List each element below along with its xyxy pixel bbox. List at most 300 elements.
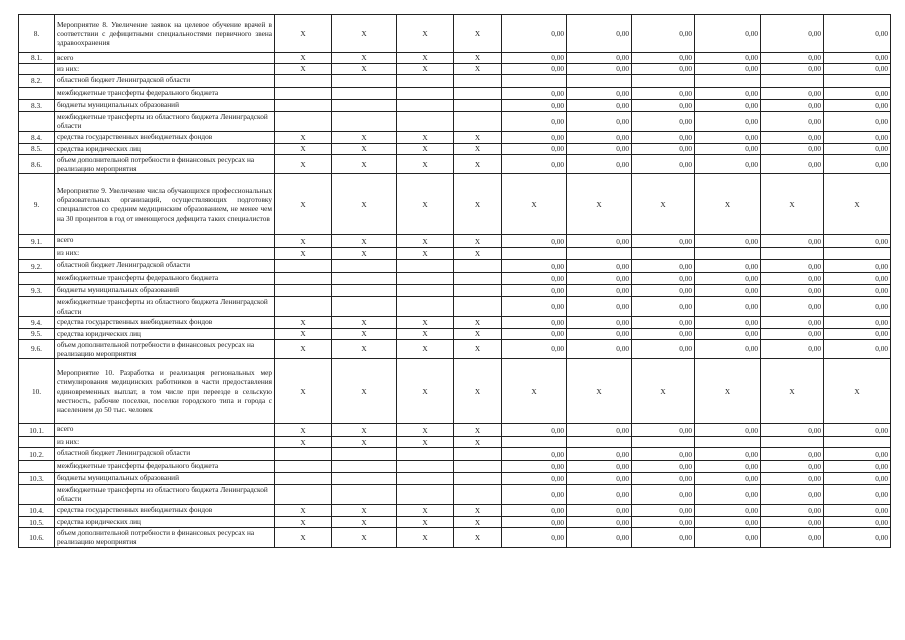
cell-empty (454, 448, 502, 461)
table-row (19, 155, 891, 174)
cell-value: 0,00 (761, 155, 824, 174)
cell-empty (824, 248, 891, 260)
cell-x-mark: Х (567, 359, 632, 424)
row-number: 10.3. (19, 473, 55, 485)
cell-value: 0,00 (695, 485, 761, 505)
row-number: 10.5. (19, 517, 55, 528)
row-number: 9.6. (19, 339, 55, 358)
cell-value: 0,00 (761, 100, 824, 112)
cell-value: 0,00 (502, 155, 567, 174)
cell-value: 0,00 (502, 461, 567, 473)
table-row (19, 53, 891, 64)
cell-x-mark: Х (397, 235, 454, 248)
cell-x-mark: Х (454, 328, 502, 339)
table-row (19, 174, 891, 235)
cell-x-mark: Х (761, 174, 824, 235)
cell-empty (332, 88, 397, 100)
row-number: 9.1. (19, 235, 55, 248)
cell-x-mark: Х (332, 316, 397, 328)
cell-x-mark: Х (332, 339, 397, 358)
table-row (19, 339, 891, 358)
row-name: межбюджетные трансферты из областного бюджета Ленинградской области (55, 112, 275, 132)
cell-x-mark: Х (824, 174, 891, 235)
cell-value: 0,00 (761, 273, 824, 285)
table-row (19, 144, 891, 155)
cell-value: 0,00 (502, 53, 567, 64)
cell-x-mark: Х (332, 505, 397, 517)
row-name: средства государственных внебюджетных фондов (55, 316, 275, 328)
row-name: Мероприятие 8. Увеличение заявок на целевое обучение врачей в соответствии с дефицитными специальностями первичного звена здравоохранения (55, 15, 275, 53)
cell-value: 0,00 (824, 235, 891, 248)
cell-value: 0,00 (502, 505, 567, 517)
cell-empty (454, 260, 502, 273)
cell-value: 0,00 (695, 517, 761, 528)
table-row (19, 273, 891, 285)
cell-x-mark: Х (454, 248, 502, 260)
row-number: 8.5. (19, 144, 55, 155)
cell-empty (454, 112, 502, 132)
cell-value: 0,00 (695, 112, 761, 132)
cell-x-mark: Х (332, 15, 397, 53)
cell-x-mark: Х (275, 53, 332, 64)
row-number (19, 112, 55, 132)
document-sheet (18, 14, 890, 548)
cell-x-mark: Х (502, 359, 567, 424)
cell-empty (761, 437, 824, 448)
cell-empty (454, 88, 502, 100)
row-number: 8. (19, 15, 55, 53)
cell-value: 0,00 (761, 64, 824, 75)
cell-value: 0,00 (567, 528, 632, 547)
cell-value: 0,00 (567, 53, 632, 64)
cell-value: 0,00 (502, 424, 567, 437)
cell-value: 0,00 (761, 485, 824, 505)
cell-empty (761, 248, 824, 260)
row-name: областной бюджет Ленинградской области (55, 75, 275, 88)
table-row (19, 517, 891, 528)
row-number: 8.1. (19, 53, 55, 64)
cell-empty (695, 75, 761, 88)
cell-value: 0,00 (695, 461, 761, 473)
cell-x-mark: Х (454, 517, 502, 528)
cell-empty (695, 248, 761, 260)
cell-value: 0,00 (567, 273, 632, 285)
cell-value: 0,00 (824, 112, 891, 132)
cell-x-mark: Х (275, 174, 332, 235)
cell-value: 0,00 (824, 285, 891, 297)
cell-value: 0,00 (695, 155, 761, 174)
cell-value: 0,00 (695, 235, 761, 248)
cell-x-mark: Х (332, 132, 397, 144)
cell-value: 0,00 (824, 505, 891, 517)
cell-empty (275, 461, 332, 473)
cell-value: 0,00 (632, 339, 695, 358)
cell-value: 0,00 (502, 328, 567, 339)
cell-empty (632, 75, 695, 88)
table-row (19, 461, 891, 473)
row-name: из них: (55, 437, 275, 448)
cell-value: 0,00 (824, 528, 891, 547)
cell-value: 0,00 (824, 473, 891, 485)
cell-empty (502, 75, 567, 88)
cell-value: 0,00 (695, 88, 761, 100)
cell-x-mark: Х (332, 64, 397, 75)
cell-x-mark: Х (695, 359, 761, 424)
cell-x-mark: Х (275, 424, 332, 437)
cell-value: 0,00 (824, 64, 891, 75)
cell-value: 0,00 (567, 339, 632, 358)
cell-value: 0,00 (567, 235, 632, 248)
table-row (19, 328, 891, 339)
cell-x-mark: Х (397, 132, 454, 144)
cell-x-mark: Х (454, 437, 502, 448)
row-name: всего (55, 424, 275, 437)
cell-value: 0,00 (632, 316, 695, 328)
cell-empty (454, 273, 502, 285)
cell-value: 0,00 (632, 235, 695, 248)
cell-value: 0,00 (567, 132, 632, 144)
row-name: средства государственных внебюджетных фондов (55, 505, 275, 517)
cell-value: 0,00 (632, 15, 695, 53)
cell-value: 0,00 (695, 473, 761, 485)
cell-empty (397, 112, 454, 132)
cell-value: 0,00 (824, 485, 891, 505)
cell-empty (275, 473, 332, 485)
cell-value: 0,00 (695, 339, 761, 358)
cell-empty (275, 285, 332, 297)
cell-x-mark: Х (397, 339, 454, 358)
cell-empty (275, 100, 332, 112)
cell-value: 0,00 (761, 448, 824, 461)
cell-value: 0,00 (632, 100, 695, 112)
cell-x-mark: Х (275, 15, 332, 53)
cell-empty (397, 285, 454, 297)
cell-empty (454, 285, 502, 297)
row-number (19, 485, 55, 505)
cell-value: 0,00 (632, 528, 695, 547)
cell-x-mark: Х (275, 235, 332, 248)
cell-x-mark: Х (454, 53, 502, 64)
cell-value: 0,00 (824, 297, 891, 316)
row-number: 9.4. (19, 316, 55, 328)
cell-empty (397, 100, 454, 112)
table-row (19, 297, 891, 316)
cell-value: 0,00 (695, 100, 761, 112)
cell-x-mark: Х (397, 424, 454, 437)
cell-value: 0,00 (567, 424, 632, 437)
cell-value: 0,00 (502, 273, 567, 285)
row-name: средства государственных внебюджетных фондов (55, 132, 275, 144)
cell-empty (332, 285, 397, 297)
row-number: 9.2. (19, 260, 55, 273)
row-number: 8.3. (19, 100, 55, 112)
cell-value: 0,00 (502, 15, 567, 53)
cell-value: 0,00 (824, 132, 891, 144)
row-number: 10.4. (19, 505, 55, 517)
row-number (19, 88, 55, 100)
row-name: бюджеты муниципальных образований (55, 473, 275, 485)
cell-value: 0,00 (695, 132, 761, 144)
cell-x-mark: Х (275, 155, 332, 174)
cell-value: 0,00 (502, 517, 567, 528)
cell-x-mark: Х (761, 359, 824, 424)
cell-value: 0,00 (502, 235, 567, 248)
row-name: средства юридических лиц (55, 517, 275, 528)
table-row (19, 132, 891, 144)
cell-empty (275, 448, 332, 461)
cell-value: 0,00 (632, 505, 695, 517)
cell-value: 0,00 (632, 297, 695, 316)
cell-empty (824, 75, 891, 88)
cell-empty (454, 485, 502, 505)
cell-empty (397, 473, 454, 485)
cell-empty (567, 75, 632, 88)
cell-x-mark: Х (332, 528, 397, 547)
cell-value: 0,00 (761, 424, 824, 437)
cell-empty (567, 437, 632, 448)
table-row (19, 448, 891, 461)
cell-value: 0,00 (567, 448, 632, 461)
cell-value: 0,00 (567, 64, 632, 75)
cell-empty (332, 473, 397, 485)
cell-empty (397, 260, 454, 273)
cell-value: 0,00 (761, 528, 824, 547)
cell-value: 0,00 (695, 273, 761, 285)
cell-x-mark: Х (275, 64, 332, 75)
cell-empty (332, 75, 397, 88)
cell-x-mark: Х (397, 174, 454, 235)
cell-x-mark: Х (397, 144, 454, 155)
cell-value: 0,00 (632, 112, 695, 132)
cell-x-mark: Х (397, 517, 454, 528)
cell-value: 0,00 (632, 53, 695, 64)
cell-x-mark: Х (397, 248, 454, 260)
row-number: 8.4. (19, 132, 55, 144)
row-name: межбюджетные трансферты федерального бюджета (55, 88, 275, 100)
row-name: областной бюджет Ленинградской области (55, 448, 275, 461)
row-number: 8.6. (19, 155, 55, 174)
cell-x-mark: Х (454, 235, 502, 248)
cell-value: 0,00 (632, 64, 695, 75)
cell-empty (632, 248, 695, 260)
cell-value: 0,00 (567, 328, 632, 339)
cell-value: 0,00 (502, 100, 567, 112)
cell-x-mark: Х (632, 359, 695, 424)
cell-x-mark: Х (454, 144, 502, 155)
cell-x-mark: Х (397, 437, 454, 448)
row-name: межбюджетные трансферты федерального бюджета (55, 461, 275, 473)
cell-value: 0,00 (502, 144, 567, 155)
row-number (19, 437, 55, 448)
cell-value: 0,00 (824, 273, 891, 285)
cell-value: 0,00 (502, 316, 567, 328)
budget-table (18, 14, 891, 548)
cell-value: 0,00 (632, 273, 695, 285)
row-number: 10.2. (19, 448, 55, 461)
table-row (19, 437, 891, 448)
cell-empty (332, 100, 397, 112)
cell-empty (502, 248, 567, 260)
cell-value: 0,00 (761, 53, 824, 64)
cell-empty (275, 273, 332, 285)
cell-x-mark: Х (275, 248, 332, 260)
cell-value: 0,00 (632, 473, 695, 485)
cell-x-mark: Х (454, 64, 502, 75)
cell-empty (397, 273, 454, 285)
cell-value: 0,00 (824, 448, 891, 461)
table-row (19, 235, 891, 248)
cell-value: 0,00 (761, 88, 824, 100)
cell-value: 0,00 (502, 88, 567, 100)
row-name: из них: (55, 248, 275, 260)
cell-x-mark: Х (397, 359, 454, 424)
cell-value: 0,00 (632, 155, 695, 174)
cell-x-mark: Х (397, 15, 454, 53)
cell-x-mark: Х (454, 132, 502, 144)
cell-value: 0,00 (761, 235, 824, 248)
row-number: 9. (19, 174, 55, 235)
cell-value: 0,00 (761, 316, 824, 328)
cell-value: 0,00 (695, 260, 761, 273)
cell-value: 0,00 (502, 339, 567, 358)
cell-x-mark: Х (332, 359, 397, 424)
cell-value: 0,00 (632, 485, 695, 505)
cell-x-mark: Х (454, 155, 502, 174)
cell-x-mark: Х (275, 517, 332, 528)
cell-empty (275, 112, 332, 132)
cell-x-mark: Х (397, 64, 454, 75)
cell-value: 0,00 (761, 505, 824, 517)
cell-x-mark: Х (275, 437, 332, 448)
cell-value: 0,00 (695, 448, 761, 461)
row-name: всего (55, 53, 275, 64)
table-row (19, 64, 891, 75)
cell-value: 0,00 (761, 15, 824, 53)
cell-x-mark: Х (332, 155, 397, 174)
cell-empty (632, 437, 695, 448)
table-row (19, 248, 891, 260)
cell-value: 0,00 (567, 461, 632, 473)
cell-value: 0,00 (824, 328, 891, 339)
cell-value: 0,00 (824, 155, 891, 174)
row-name: объем дополнительной потребности в финансовых ресурсах на реализацию мероприятия (55, 155, 275, 174)
cell-empty (332, 485, 397, 505)
table-row (19, 505, 891, 517)
row-name: объем дополнительной потребности в финансовых ресурсах на реализацию мероприятия (55, 528, 275, 547)
table-row (19, 100, 891, 112)
cell-x-mark: Х (275, 339, 332, 358)
cell-x-mark: Х (332, 517, 397, 528)
cell-value: 0,00 (632, 132, 695, 144)
cell-x-mark: Х (275, 132, 332, 144)
cell-value: 0,00 (824, 144, 891, 155)
table-row (19, 359, 891, 424)
cell-x-mark: Х (454, 339, 502, 358)
cell-empty (761, 75, 824, 88)
row-name: областной бюджет Ленинградской области (55, 260, 275, 273)
table-row (19, 485, 891, 505)
cell-value: 0,00 (761, 461, 824, 473)
table-row (19, 285, 891, 297)
cell-empty (275, 485, 332, 505)
cell-empty (695, 437, 761, 448)
cell-value: 0,00 (761, 517, 824, 528)
cell-value: 0,00 (824, 260, 891, 273)
cell-empty (397, 448, 454, 461)
cell-value: 0,00 (761, 339, 824, 358)
cell-value: 0,00 (761, 260, 824, 273)
cell-value: 0,00 (632, 517, 695, 528)
cell-value: 0,00 (761, 473, 824, 485)
cell-empty (454, 473, 502, 485)
row-number: 9.5. (19, 328, 55, 339)
cell-empty (332, 273, 397, 285)
cell-value: 0,00 (761, 144, 824, 155)
cell-empty (397, 485, 454, 505)
row-number (19, 273, 55, 285)
cell-value: 0,00 (761, 297, 824, 316)
cell-x-mark: Х (454, 424, 502, 437)
cell-empty (454, 297, 502, 316)
cell-value: 0,00 (824, 424, 891, 437)
cell-value: 0,00 (567, 517, 632, 528)
table-row (19, 260, 891, 273)
cell-value: 0,00 (824, 100, 891, 112)
row-number: 10. (19, 359, 55, 424)
cell-empty (332, 461, 397, 473)
cell-x-mark: Х (275, 505, 332, 517)
cell-value: 0,00 (567, 88, 632, 100)
cell-x-mark: Х (454, 505, 502, 517)
cell-x-mark: Х (397, 316, 454, 328)
table-row (19, 473, 891, 485)
cell-value: 0,00 (695, 328, 761, 339)
row-name: из них: (55, 64, 275, 75)
cell-empty (332, 260, 397, 273)
cell-x-mark: Х (397, 328, 454, 339)
cell-x-mark: Х (332, 328, 397, 339)
cell-value: 0,00 (502, 485, 567, 505)
cell-value: 0,00 (761, 112, 824, 132)
cell-value: 0,00 (761, 285, 824, 297)
row-number (19, 461, 55, 473)
table-row (19, 316, 891, 328)
cell-x-mark: Х (397, 53, 454, 64)
cell-x-mark: Х (454, 528, 502, 547)
cell-empty (397, 461, 454, 473)
cell-x-mark: Х (275, 528, 332, 547)
row-name: Мероприятие 9. Увеличение числа обучающихся профессиональных образовательных организаций, осуществляющих подготовку специалистов со средним медицинским образованием, не менее чем на 30 процентов в год от имеющегося дефицита таких специалистов (55, 174, 275, 235)
cell-value: 0,00 (502, 473, 567, 485)
cell-value: 0,00 (632, 260, 695, 273)
cell-empty (275, 88, 332, 100)
cell-value: 0,00 (632, 461, 695, 473)
cell-empty (332, 112, 397, 132)
row-name: межбюджетные трансферты из областного бюджета Ленинградской области (55, 297, 275, 316)
cell-value: 0,00 (502, 528, 567, 547)
cell-value: 0,00 (567, 505, 632, 517)
row-name: бюджеты муниципальных образований (55, 285, 275, 297)
row-number: 9.3. (19, 285, 55, 297)
cell-empty (454, 75, 502, 88)
table-row (19, 528, 891, 547)
cell-x-mark: Х (332, 235, 397, 248)
cell-x-mark: Х (567, 174, 632, 235)
row-name: межбюджетные трансферты федерального бюджета (55, 273, 275, 285)
row-number: 8.2. (19, 75, 55, 88)
row-number: 10.1. (19, 424, 55, 437)
cell-value: 0,00 (567, 297, 632, 316)
